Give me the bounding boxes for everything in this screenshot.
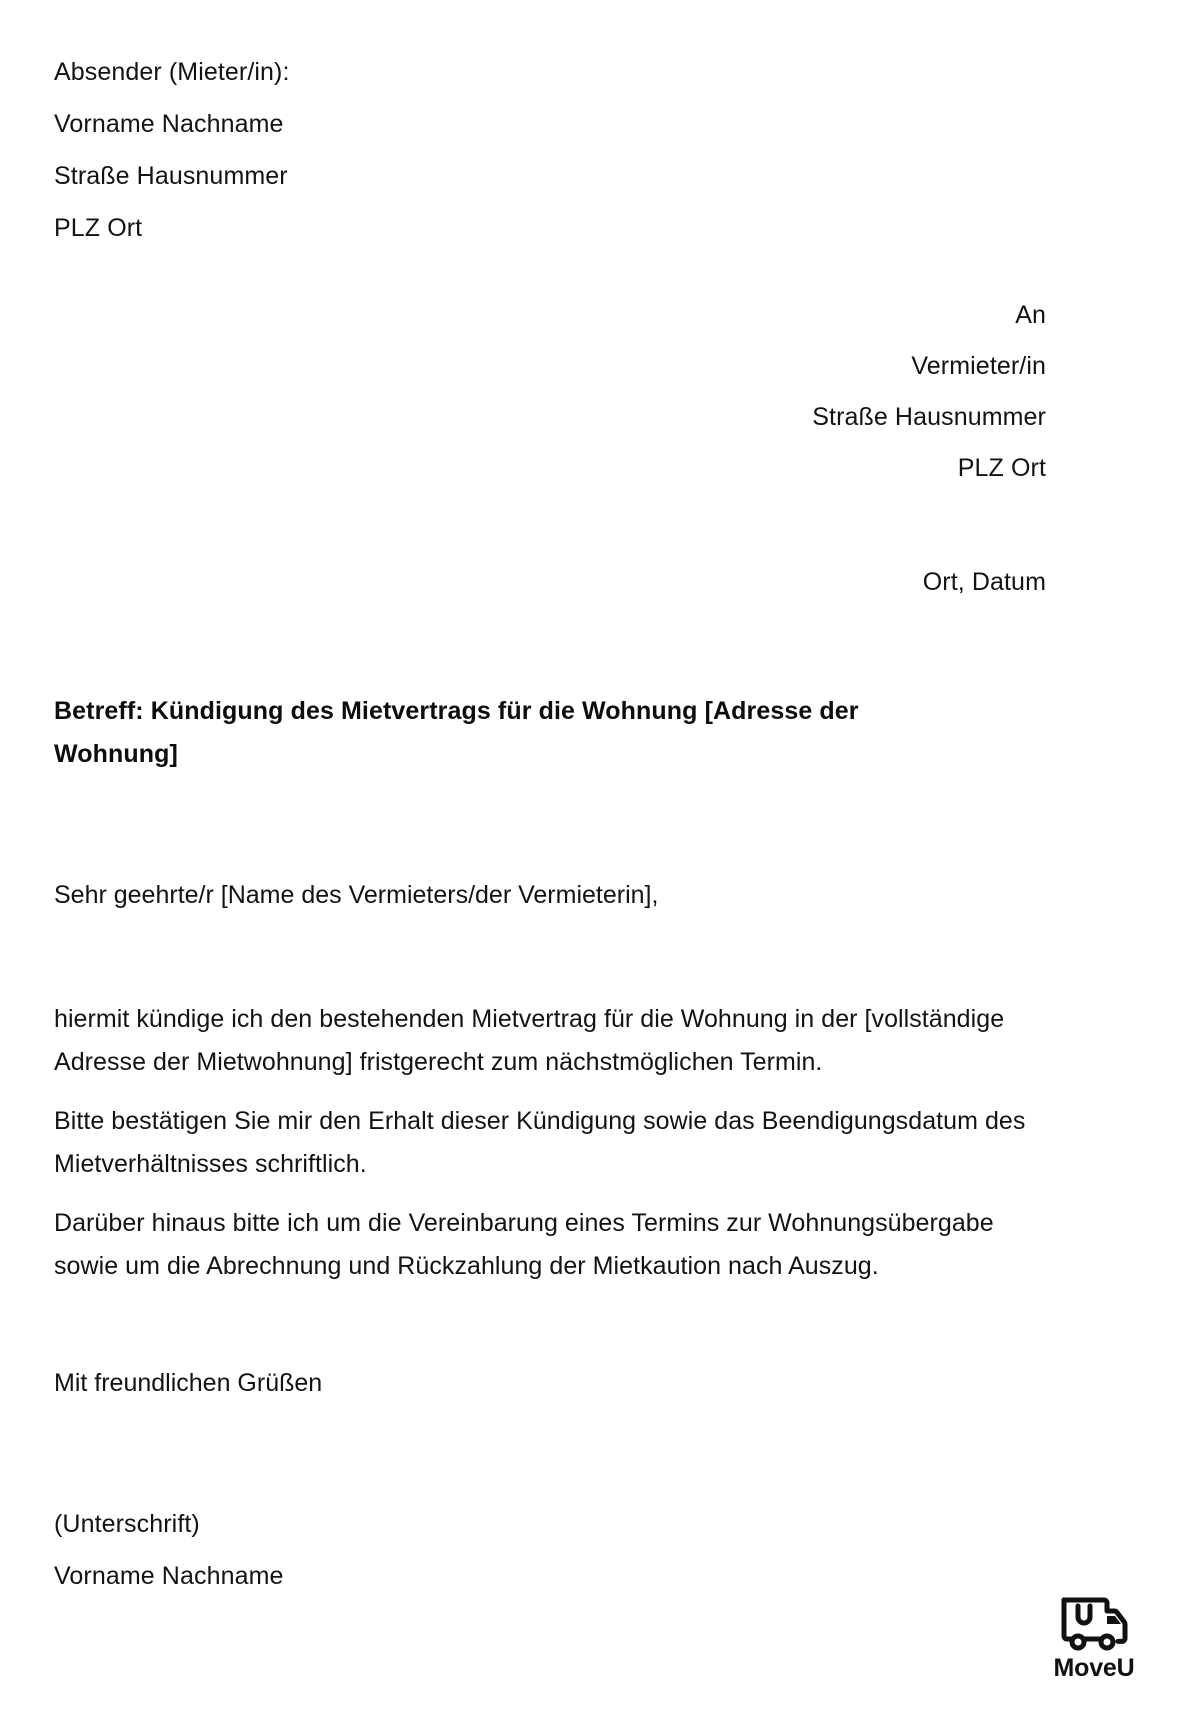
letter-body xyxy=(54,998,1046,1288)
salutation-line: Sehr geehrte/r [Name des Vermieters/der Vermieterin], xyxy=(54,881,659,909)
signature-name: Vorname Nachname xyxy=(54,1562,284,1590)
moveu-logo xyxy=(1040,1594,1148,1682)
signature-block xyxy=(54,1498,1046,1602)
recipient-address-block xyxy=(54,290,1046,494)
signature-note: (Unterschrift) xyxy=(54,1510,200,1538)
body-paragraph-3: Darüber hinaus bitte ich um die Vereinbarung eines Termins zur Wohnungsübergabe sowie um die Abrechnung und Rückzahlung der Mietkaution nach Auszug. xyxy=(54,1209,994,1280)
sender-name: Vorname Nachname xyxy=(54,110,284,138)
recipient-street: Straße Hausnummer xyxy=(812,403,1046,431)
moving-truck-icon xyxy=(1060,1594,1128,1652)
sender-address-block xyxy=(54,46,1046,254)
subject-line: Betreff: Kündigung des Mietvertrags für die Wohnung [Adresse der Wohnung] xyxy=(54,697,859,768)
recipient-name: Vermieter/in xyxy=(911,352,1046,380)
moveu-wordmark: MoveU xyxy=(1053,1654,1135,1682)
recipient-city: PLZ Ort xyxy=(957,454,1046,482)
recipient-label-an: An xyxy=(1015,301,1046,329)
place-date-line: Ort, Datum xyxy=(922,568,1046,596)
place-date-block xyxy=(54,556,1046,608)
closing-line: Mit freundlichen Grüßen xyxy=(54,1369,323,1397)
sender-city: PLZ Ort xyxy=(54,214,143,242)
sender-street: Straße Hausnummer xyxy=(54,162,288,190)
body-paragraph-2: Bitte bestätigen Sie mir den Erhalt dieser Kündigung sowie das Beendigungsdatum des Mietverhältnisses schriftlich. xyxy=(54,1107,1026,1178)
subject-block xyxy=(54,690,919,776)
body-paragraph-1: hiermit kündige ich den bestehenden Mietvertrag für die Wohnung in der [vollständige Adresse der Mietwohnung] fristgerecht zum nächstmöglichen Termin. xyxy=(54,1005,1005,1076)
closing-block xyxy=(54,1366,1046,1400)
sender-heading: Absender (Mieter/in): xyxy=(54,58,290,86)
salutation-block xyxy=(54,878,1046,912)
